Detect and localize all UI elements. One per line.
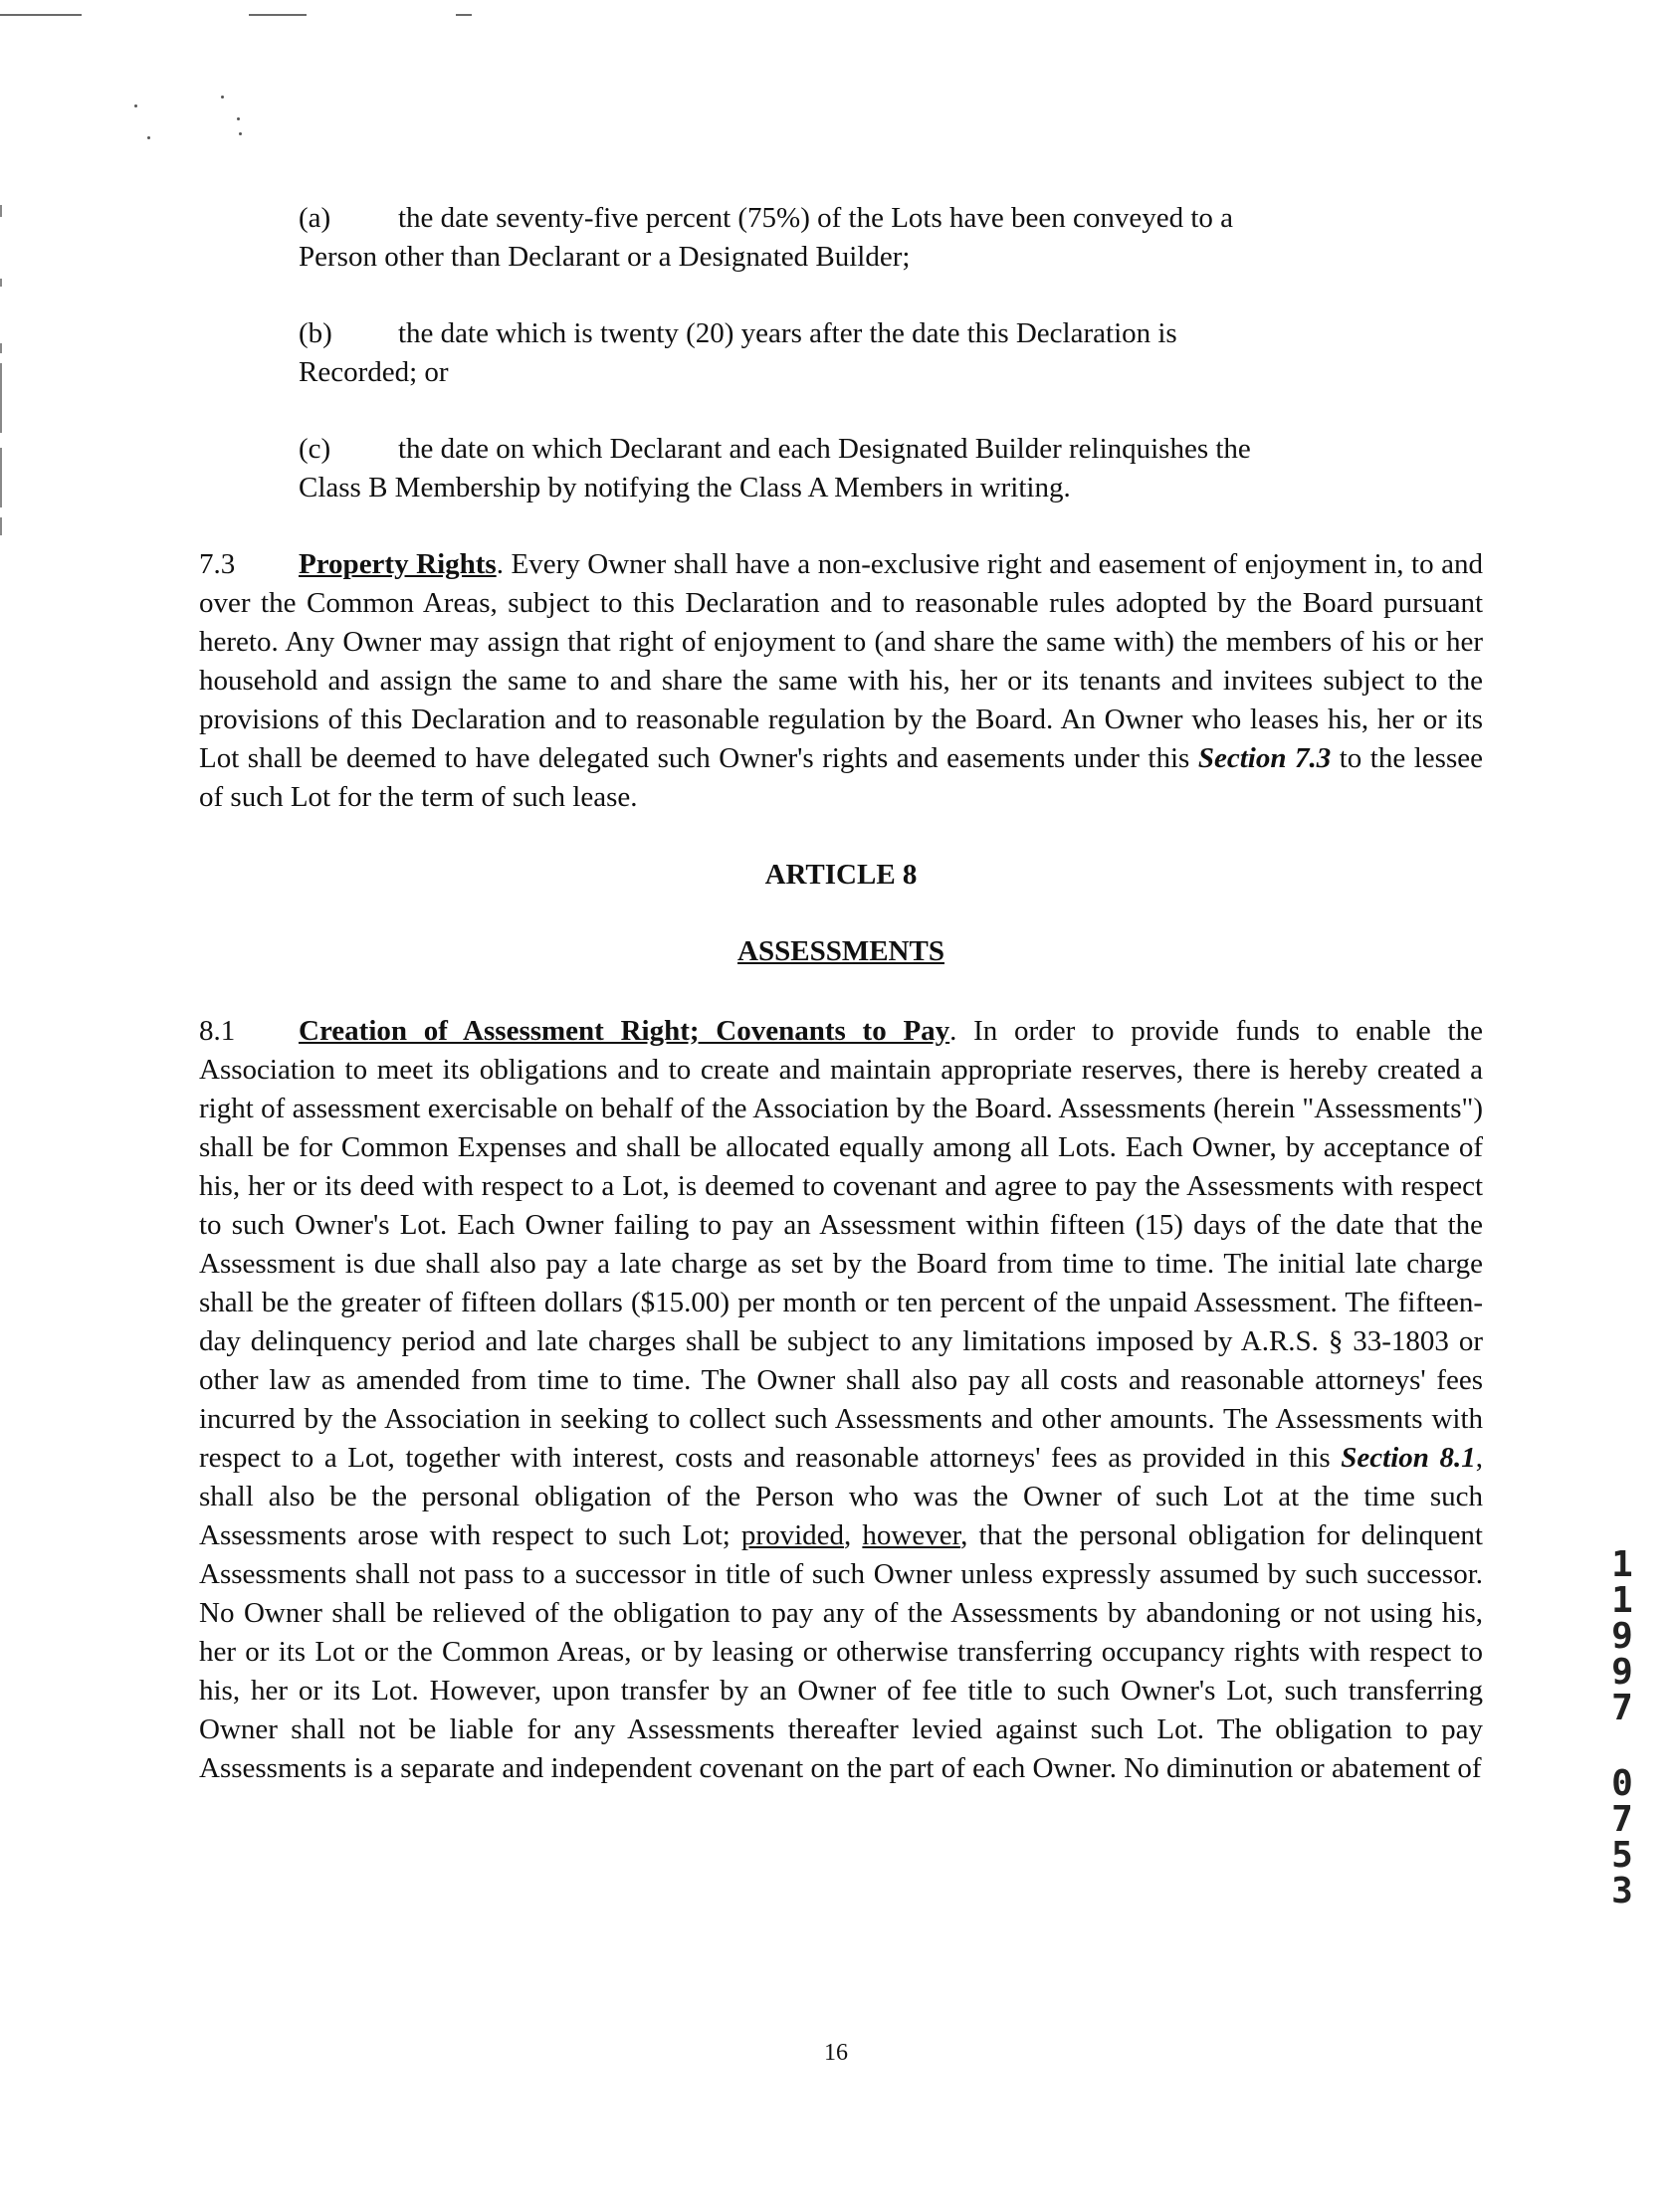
section-8-1-text3: , that the personal obligation for delinquent Assessments shall not pass to a successor in title of such Owner unless expressly assumed by such successor. No Owner shall be relieved of the obligation to pay any of the Assessments by abandoning or not using his, her or its Lot or the Common Areas, or by leasing or otherwise transferring occupancy rights with respect to his, her or its Lot. However, upon transfer by an Owner of fee title to such Owner's Lot, such transferring Owner shall not be liable for any Assessments thereafter levied against such Lot. The obligation to pay Assessments is a separate and independent covenant on the part of each Owner. No diminution or abatement of xyxy=(199,1519,1483,1784)
item-a-line1: the date seventy-five percent (75%) of the Lots have been conveyed to a xyxy=(398,202,1234,234)
stamp-digit: 7 xyxy=(1611,1688,1633,1728)
section-8-1-heading: Creation of Assessment Right; Covenants to Pay xyxy=(299,1015,950,1047)
section-8-1-text2: , shall also be the personal obligation of the Person who was the Owner of such Lot at the time such Assessments arose with respect to such Lot; xyxy=(199,1442,1483,1551)
scan-speck xyxy=(147,136,150,139)
section-7-3-ref: Section 7.3 xyxy=(1197,742,1332,774)
stamp-digit: 1 xyxy=(1611,1544,1633,1585)
stamp-digit: 7 xyxy=(1611,1799,1633,1840)
stamp-digit: 5 xyxy=(1611,1835,1633,1876)
item-b-line1: the date which is twenty (20) years after the date this Declaration is xyxy=(398,317,1177,349)
section-8-1-text1: . In order to provide funds to enable the Association to meet its obligations and to create and maintain appropriate reserves, there is hereby created a right of assessment exercisable on behalf of the Association by the Board. Assessments (herein "Assessments") shall be for Common Expenses and shall be allocated equally among all Lots. Each Owner, by acceptance of his, her or its deed with respect to a Lot, is deemed to covenant and agree to pay the Assessments with respect to such Owner's Lot. Each Owner failing to pay an Assessment within fifteen (15) days of the date that the Assessment is due shall also pay a late charge as set by the Board from time to time. The initial late charge shall be the greater of fifteen dollars ($15.00) per month or ten percent of the unpaid Assessment. The fifteen-day delinquency period and late charges shall be subject to any limitations imposed by A.R.S. § 33-1803 or other law as amended from time to time. The Owner shall also pay all costs and reasonable attorneys' fees incurred by the Association in seeking to collect such Assessments and other amounts. The Assessments with respect to a Lot, together with interest, costs and reasonable attorneys' fees as provided in this xyxy=(199,1015,1483,1474)
section-8-1-ref: Section 8.1 xyxy=(1341,1442,1476,1474)
margin-mark xyxy=(0,343,2,353)
stamp-digit: 9 xyxy=(1611,1616,1633,1657)
item-c-line1: the date on which Declarant and each Designated Builder relinquishes the xyxy=(398,433,1251,465)
however-term: however xyxy=(862,1519,961,1551)
document-page xyxy=(199,199,1483,1788)
section-7-3-text2: to the lessee of such Lot for the term of such lease. xyxy=(199,742,1483,813)
scan-mark-2 xyxy=(249,14,307,16)
recording-stamp xyxy=(1602,1544,1642,1911)
margin-mark xyxy=(0,517,2,535)
margin-mark xyxy=(0,205,2,217)
section-7-3-heading: Property Rights xyxy=(299,548,497,580)
provided-term: provided xyxy=(740,1519,845,1551)
comma: , xyxy=(844,1519,863,1551)
stamp-digit: 3 xyxy=(1611,1871,1633,1911)
stamp-digit: 9 xyxy=(1611,1652,1633,1693)
stamp-digit: 0 xyxy=(1611,1763,1633,1804)
section-8-1 xyxy=(199,1012,1483,1788)
section-7-3 xyxy=(199,545,1483,817)
section-7-3-number: 7.3 xyxy=(199,548,236,580)
item-c-label: (c) xyxy=(299,433,331,465)
item-c xyxy=(299,430,1483,469)
article-subtitle: ASSESSMENTS xyxy=(737,935,944,967)
item-b xyxy=(299,314,1483,353)
margin-mark xyxy=(0,448,2,507)
item-b-label: (b) xyxy=(299,317,332,349)
scan-speck xyxy=(239,132,242,135)
item-c-line2: Class B Membership by notifying the Class A Members in writing. xyxy=(299,472,1071,503)
section-8-1-number: 8.1 xyxy=(199,1015,236,1047)
scan-speck xyxy=(237,117,240,120)
page-number: 16 xyxy=(824,2040,848,2066)
margin-mark xyxy=(0,363,2,433)
scan-speck xyxy=(134,104,137,107)
scan-speck xyxy=(221,96,224,99)
article-title: ARTICLE 8 xyxy=(764,859,918,891)
item-a-line2: Person other than Declarant or a Designated Builder; xyxy=(299,241,911,273)
scan-mark-3 xyxy=(456,14,472,16)
margin-mark xyxy=(0,279,2,287)
item-b-line2: Recorded; or xyxy=(299,356,449,388)
stamp-digit: 1 xyxy=(1611,1580,1633,1621)
item-a xyxy=(299,199,1483,238)
scan-mark-1 xyxy=(0,14,82,16)
item-a-label: (a) xyxy=(299,202,331,234)
section-7-3-text1: . Every Owner shall have a non-exclusive right and easement of enjoyment in, to and over the Common Areas, subject to this Declaration and to reasonable rules adopted by the Board pursuant hereto. Any Owner may assign that right of enjoyment to (and share the same with) the members of his or her household and assign the same to and share the same with his, her or its tenants and invitees subject to the provisions of this Declaration and to reasonable regulation by the Board. An Owner who leases his, her or its Lot shall be deemed to have delegated such Owner's rights and easements under this xyxy=(199,548,1483,774)
